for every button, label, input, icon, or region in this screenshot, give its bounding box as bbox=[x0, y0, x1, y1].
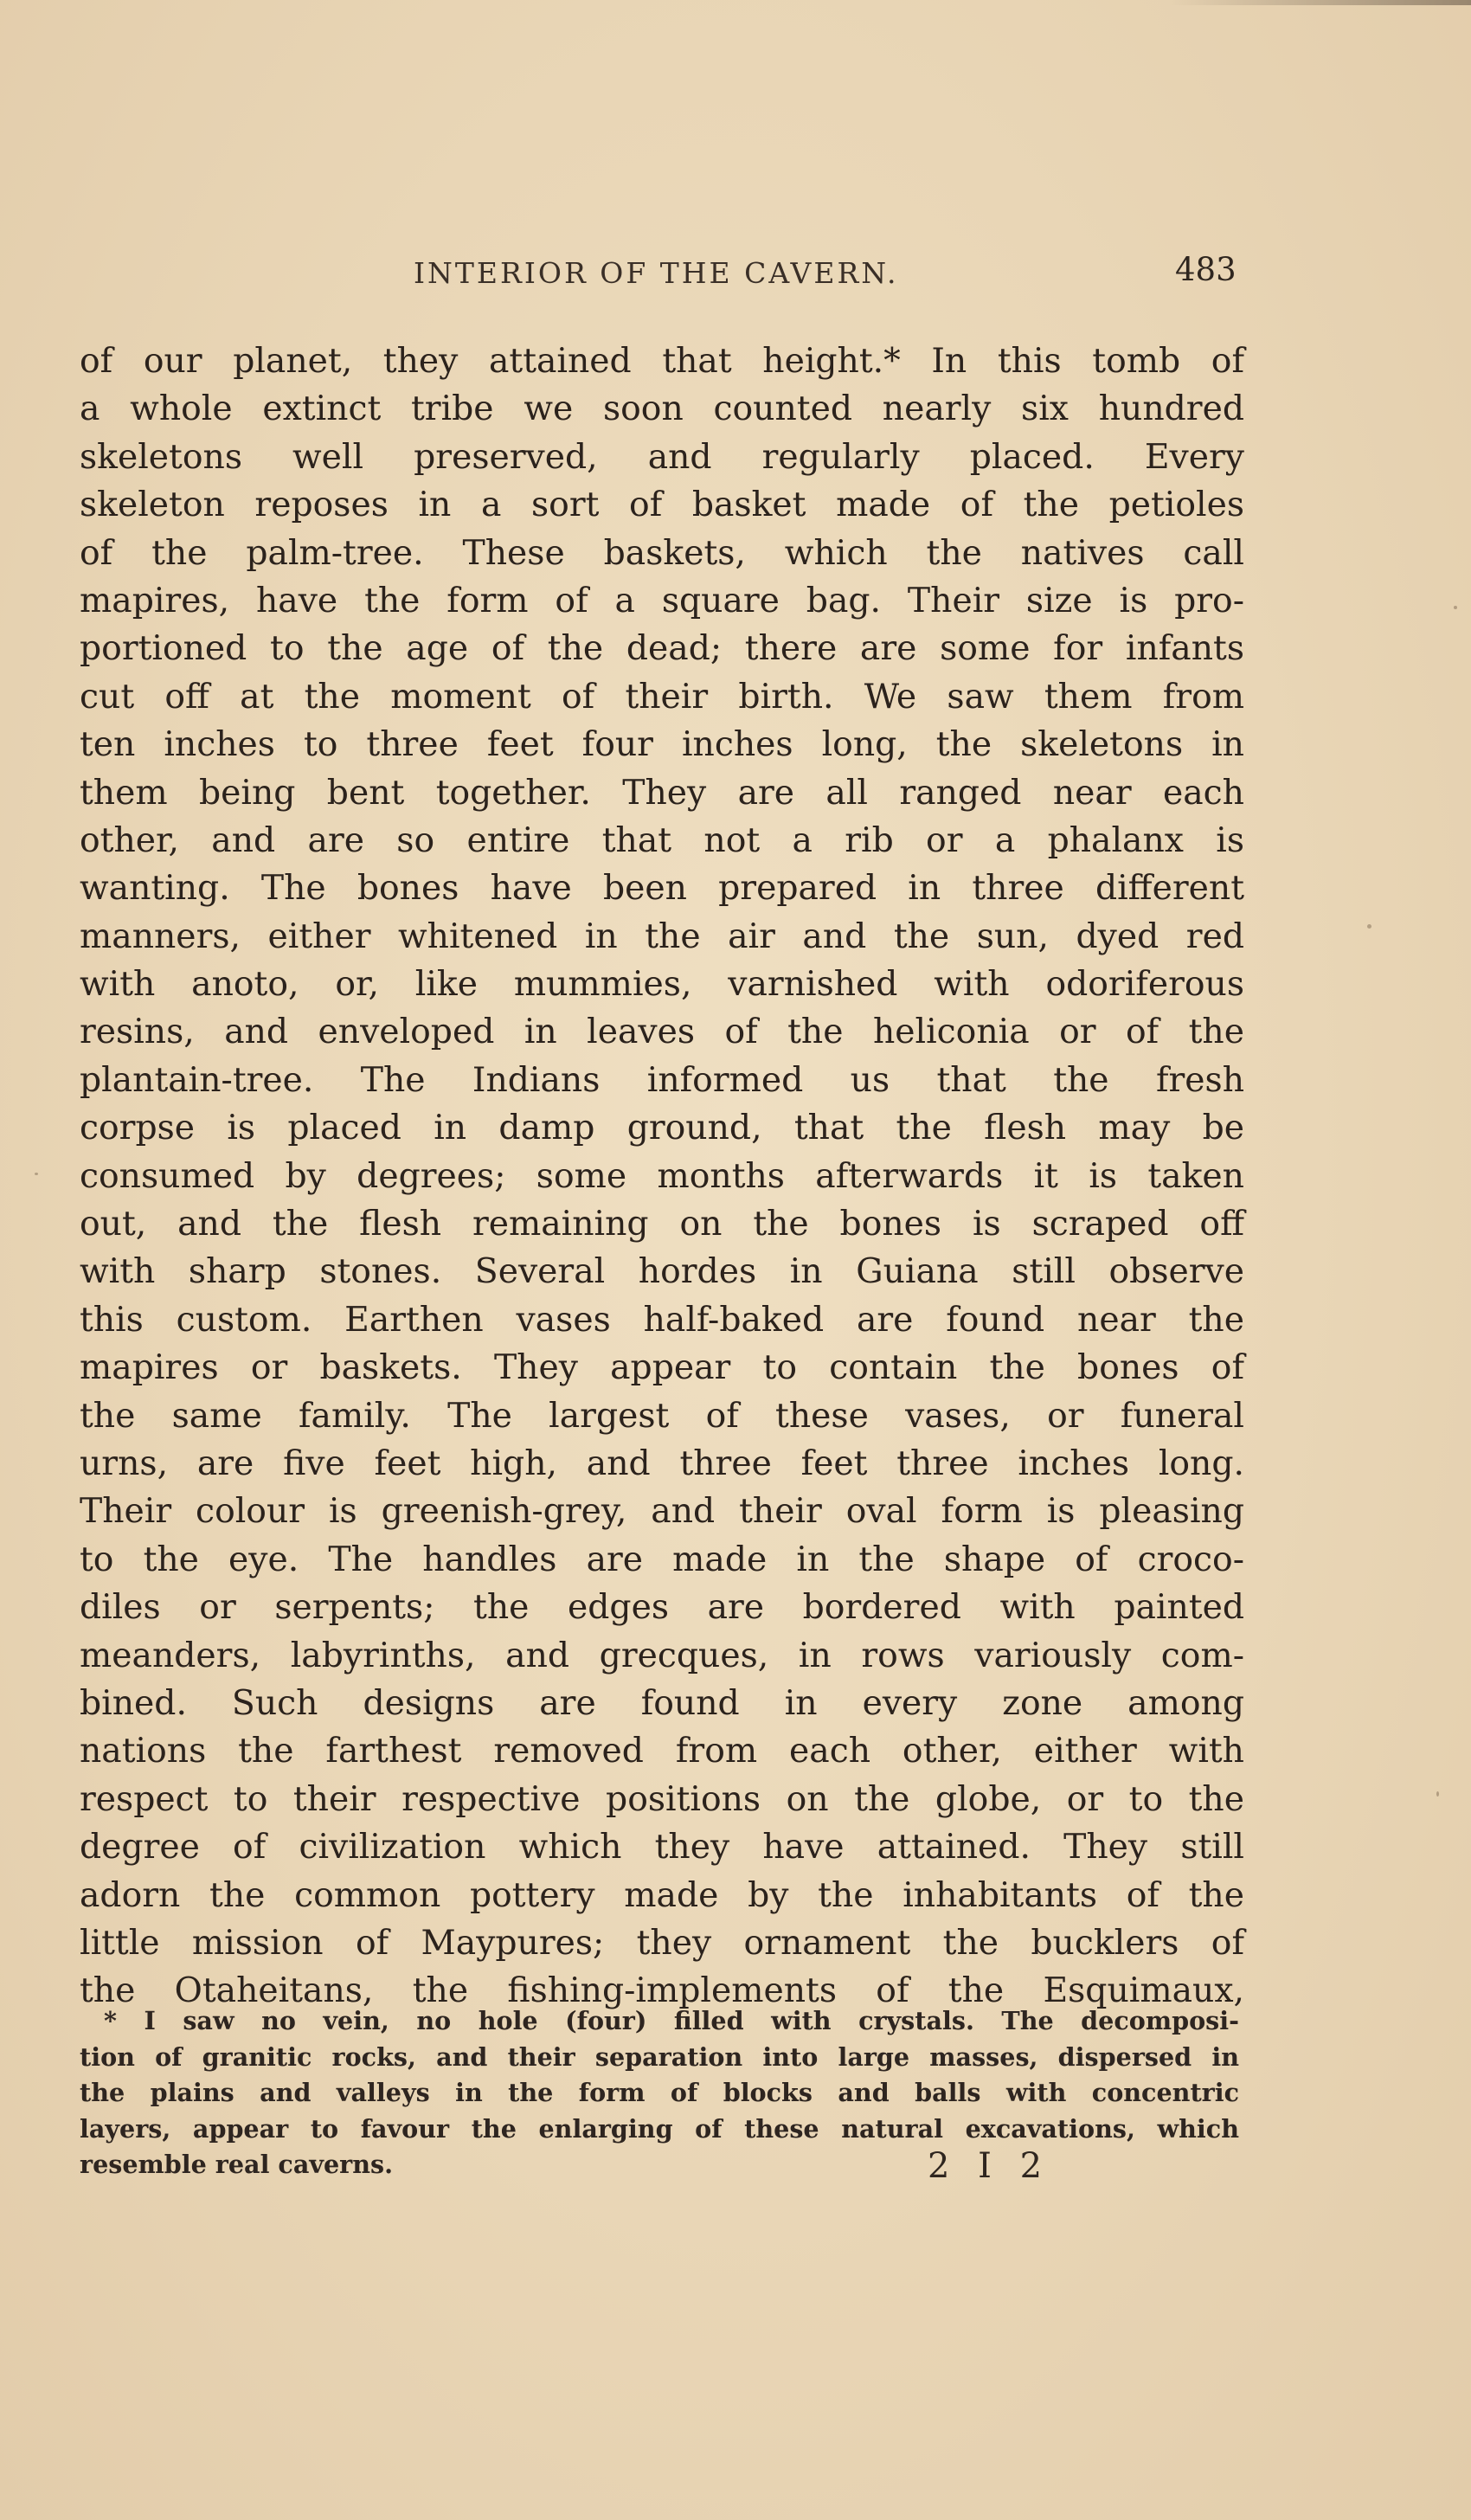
body-line: corpse is placed in damp ground, that the flesh may be bbox=[80, 1109, 1244, 1148]
body-line: with sharp stones. Several hordes in Guiana still observe bbox=[80, 1252, 1244, 1292]
footnote-line: * I saw no vein, no hole (four) filled with crystals. The decomposi- bbox=[104, 2006, 1239, 2035]
body-line: urns, are five feet high, and three feet three inches long. bbox=[80, 1443, 1244, 1483]
body-text bbox=[80, 338, 1244, 2015]
body-line: the same family. The largest of these vases, or funeral bbox=[80, 1396, 1244, 1436]
body-line: portioned to the age of the dead; there are some for infants bbox=[80, 629, 1244, 669]
paper-speck bbox=[1454, 606, 1457, 609]
page-number: 483 bbox=[1175, 251, 1237, 288]
body-line: skeletons well preserved, and regularly placed. Every bbox=[80, 437, 1244, 477]
body-line: with anoto, or, like mummies, varnished with odoriferous bbox=[80, 965, 1244, 1005]
paper-speck bbox=[1436, 1791, 1439, 1797]
body-line: adorn the common pottery made by the inhabitants of the bbox=[80, 1875, 1244, 1915]
body-line: manners, either whitened in the air and the sun, dyed red bbox=[80, 916, 1244, 956]
body-line: this custom. Earthen vases half-baked are found near the bbox=[80, 1300, 1244, 1340]
body-line: bined. Such designs are found in every zone among bbox=[80, 1683, 1244, 1723]
body-line: of our planet, they attained that height.* In this tomb of bbox=[80, 342, 1244, 381]
body-line: other, and are so entire that not a rib or a phalanx is bbox=[80, 820, 1244, 860]
footnote-line: layers, appear to favour the enlarging of these natural excavations, which bbox=[80, 2113, 1239, 2144]
body-line: diles or serpents; the edges are bordered with painted bbox=[80, 1588, 1244, 1628]
body-line: cut off at the moment of their birth. We saw them from bbox=[80, 677, 1244, 717]
body-line: little mission of Maypures; they ornament the bucklers of bbox=[80, 1923, 1244, 1963]
body-line: degree of civilization which they have attained. They still bbox=[80, 1828, 1244, 1868]
body-line: nations the farthest removed from each other, either with bbox=[80, 1732, 1244, 1771]
body-line: mapires, have the form of a square bag. Their size is pro- bbox=[80, 581, 1244, 620]
running-title: INTERIOR OF THE CAVERN. bbox=[414, 256, 899, 290]
body-line: Their colour is greenish-grey, and their oval form is pleasing bbox=[80, 1492, 1244, 1532]
body-line: the Otaheitans, the fishing-implements of the Esquimaux, bbox=[80, 1971, 1244, 2011]
body-line: respect to their respective positions on the globe, or to the bbox=[80, 1779, 1244, 1819]
body-line: plantain-tree. The Indians informed us that the fresh bbox=[80, 1060, 1244, 1100]
footnote-line: the plains and valleys in the form of blocks and balls with concentric bbox=[80, 2078, 1239, 2107]
footnote-line: resemble real caverns. bbox=[80, 2150, 394, 2179]
body-line: meanders, labyrinths, and grecques, in rows variously com- bbox=[80, 1636, 1244, 1675]
body-line: to the eye. The handles are made in the shape of croco- bbox=[80, 1540, 1244, 1579]
body-line: mapires or baskets. They appear to contain the bones of bbox=[80, 1348, 1244, 1388]
running-head bbox=[0, 251, 1471, 299]
body-line: out, and the flesh remaining on the bones is scraped off bbox=[80, 1205, 1244, 1244]
signature-mark: 2 I 2 bbox=[928, 2146, 1051, 2186]
body-line: wanting. The bones have been prepared in three different bbox=[80, 869, 1244, 909]
footnote bbox=[80, 2003, 1239, 2183]
body-line: ten inches to three feet four inches long, the skeletons in bbox=[80, 725, 1244, 765]
body-line: of the palm-tree. These baskets, which the natives call bbox=[80, 533, 1244, 573]
paper-speck bbox=[35, 1173, 38, 1175]
body-line: consumed by degrees; some months afterwards it is taken bbox=[80, 1156, 1244, 1196]
body-line: resins, and enveloped in leaves of the heliconia or of the bbox=[80, 1012, 1244, 1052]
footnote-line: tion of granitic rocks, and their separation into large masses, dispersed in bbox=[80, 2041, 1239, 2072]
body-line: them being bent together. They are all ranged near each bbox=[80, 773, 1244, 813]
body-line: skeleton reposes in a sort of basket made of the petioles bbox=[80, 485, 1244, 525]
paper-speck bbox=[1367, 924, 1371, 929]
page-top-edge-shadow bbox=[1168, 0, 1471, 5]
body-line: a whole extinct tribe we soon counted nearly six hundred bbox=[80, 389, 1244, 429]
